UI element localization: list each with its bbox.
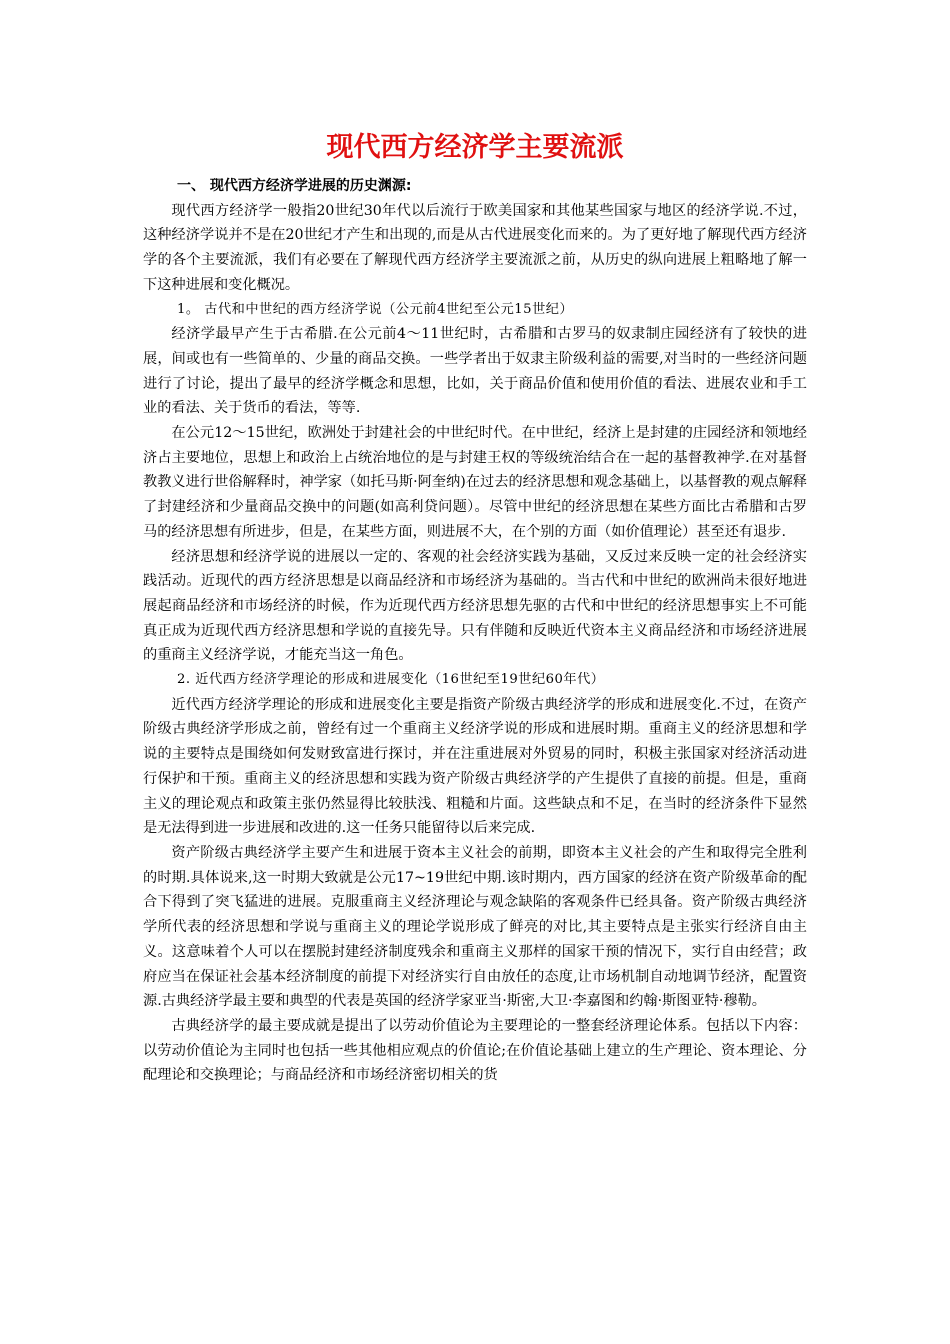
document-title: 现代西方经济学主要流派 <box>326 132 624 163</box>
paragraph-6: 资产阶级古典经济学主要产生和进展于资本主义社会的前期，即资本主义社会的产生和取得完全胜利的时期.具体说来,这一时期大致就是公元17~19世纪中期.该时期内，西方国家的经济在资产阶级革命的配合下得到了突飞猛进的进展。克服重商主义经济理论与观念缺陷的客观条件已经具备。资产阶级古典经济学所代表的经济思想和学说与重商主义的理论学说形成了鲜亮的对比,其主要特点是主张实行经济自由主义。这意味着个人可以在摆脱封建经济制度残余和重商主义那样的国家干预的情况下，实行自由经营；政府应当在保证社会基本经济制度的前提下对经济实行自由放任的态度,让市场机制自动地调节经济，配置资源.古典经济学最主要和典型的代表是英国的经济学家亚当·斯密,大卫·李嘉图和约翰·斯图亚特·穆勒。 <box>143 844 807 1010</box>
section-heading-1: 一、 现代西方经济学进展的历史渊源: <box>177 178 412 194</box>
paragraph-2: 经济学最早产生于古希腊.在公元前4～11世纪时，古希腊和古罗马的奴隶制庄园经济有了较快的进展，间或也有一些简单的、少量的商品交换。一些学者出于奴隶主阶级利益的需要,对当时的一些经济问题进行了讨论，提出了最早的经济学概念和思想，比如，关于商品价值和使用价值的看法、进展农业和手工业的看法、关于货币的看法，等等. <box>143 326 807 417</box>
paragraph-3: 在公元12～15世纪，欧洲处于封建社会的中世纪时代。在中世纪，经济上是封建的庄园经济和领地经济占主要地位，思想上和政治上占统治地位的是与封建王权的等级统治结合在一起的基督教神学.在对基督教教义进行世俗解释时，神学家（如托马斯·阿奎纳)在过去的经济思想和观念基础上，以基督教的观点解释了封建经济和少量商品交换中的问题(如高利贷问题）。尽管中世纪的经济思想在某些方面比古希腊和古罗马的经济思想有所进步，但是，在某些方面，则进展不大，在个别的方面（如价值理论）甚至还有退步. <box>143 425 807 540</box>
paragraph-1: 现代西方经济学一般指20世纪30年代以后流行于欧美国家和其他某些国家与地区的经济学说.不过，这种经济学说并不是在20世纪才产生和出现的,而是从古代进展变化而来的。为了更好地了解现代西方经济学的各个主要流派，我们有必要在了解现代西方经济学主要流派之前，从历史的纵向进展上粗略地了解一下这种进展和变化概况。 <box>143 202 807 293</box>
paragraph-7: 古典经济学的最主要成就是提出了以劳动价值论为主要理论的一整套经济理论体系。包括以下内容：以劳动价值论为主同时也包括一些其他相应观点的价值论;在价值论基础上建立的生产理论、资本理论、分配理论和交换理论；与商品经济和市场经济密切相关的货 <box>143 1017 807 1084</box>
paragraph-5: 近代西方经济学理论的形成和进展变化主要是指资产阶级古典经济学的形成和进展变化.不过，在资产阶级古典经济学形成之前，曾经有过一个重商主义经济学说的形成和进展时期。重商主义的经济思想和学说的主要特点是围绕如何发财致富进行探讨，并在注重进展对外贸易的同时，积极主张国家对经济活动进行保护和干预。重商主义的经济思想和实践为资产阶级古典经济学的产生提供了直接的前提。但是，重商主义的理论观点和政策主张仍然显得比较肤浅、粗糙和片面。这些缺点和不足，在当时的经济条件下显然是无法得到进一步进展和改进的.这一任务只能留待以后来完成. <box>143 696 807 837</box>
subsection-heading-2: 2. 近代西方经济学理论的形成和进展变化（16世纪至19世纪60年代） <box>177 672 605 688</box>
subsection-heading-1: 1。 古代和中世纪的西方经济学说（公元前4世纪至公元15世纪） <box>177 301 574 317</box>
paragraph-4: 经济思想和经济学说的进展以一定的、客观的社会经济实践为基础，又反过来反映一定的社会经济实践活动。近现代的西方经济思想是以商品经济和市场经济为基础的。当古代和中世纪的欧洲尚未很好地进展起商品经济和市场经济的时候，作为近现代西方经济思想先驱的古代和中世纪的经济思想事实上不可能真正成为近现代西方经济思想和学说的直接先导。只有伴随和反映近代资本主义商品经济和市场经济进展的重商主义经济学说，才能充当这一角色。 <box>143 548 807 664</box>
document-page <box>143 126 807 1088</box>
